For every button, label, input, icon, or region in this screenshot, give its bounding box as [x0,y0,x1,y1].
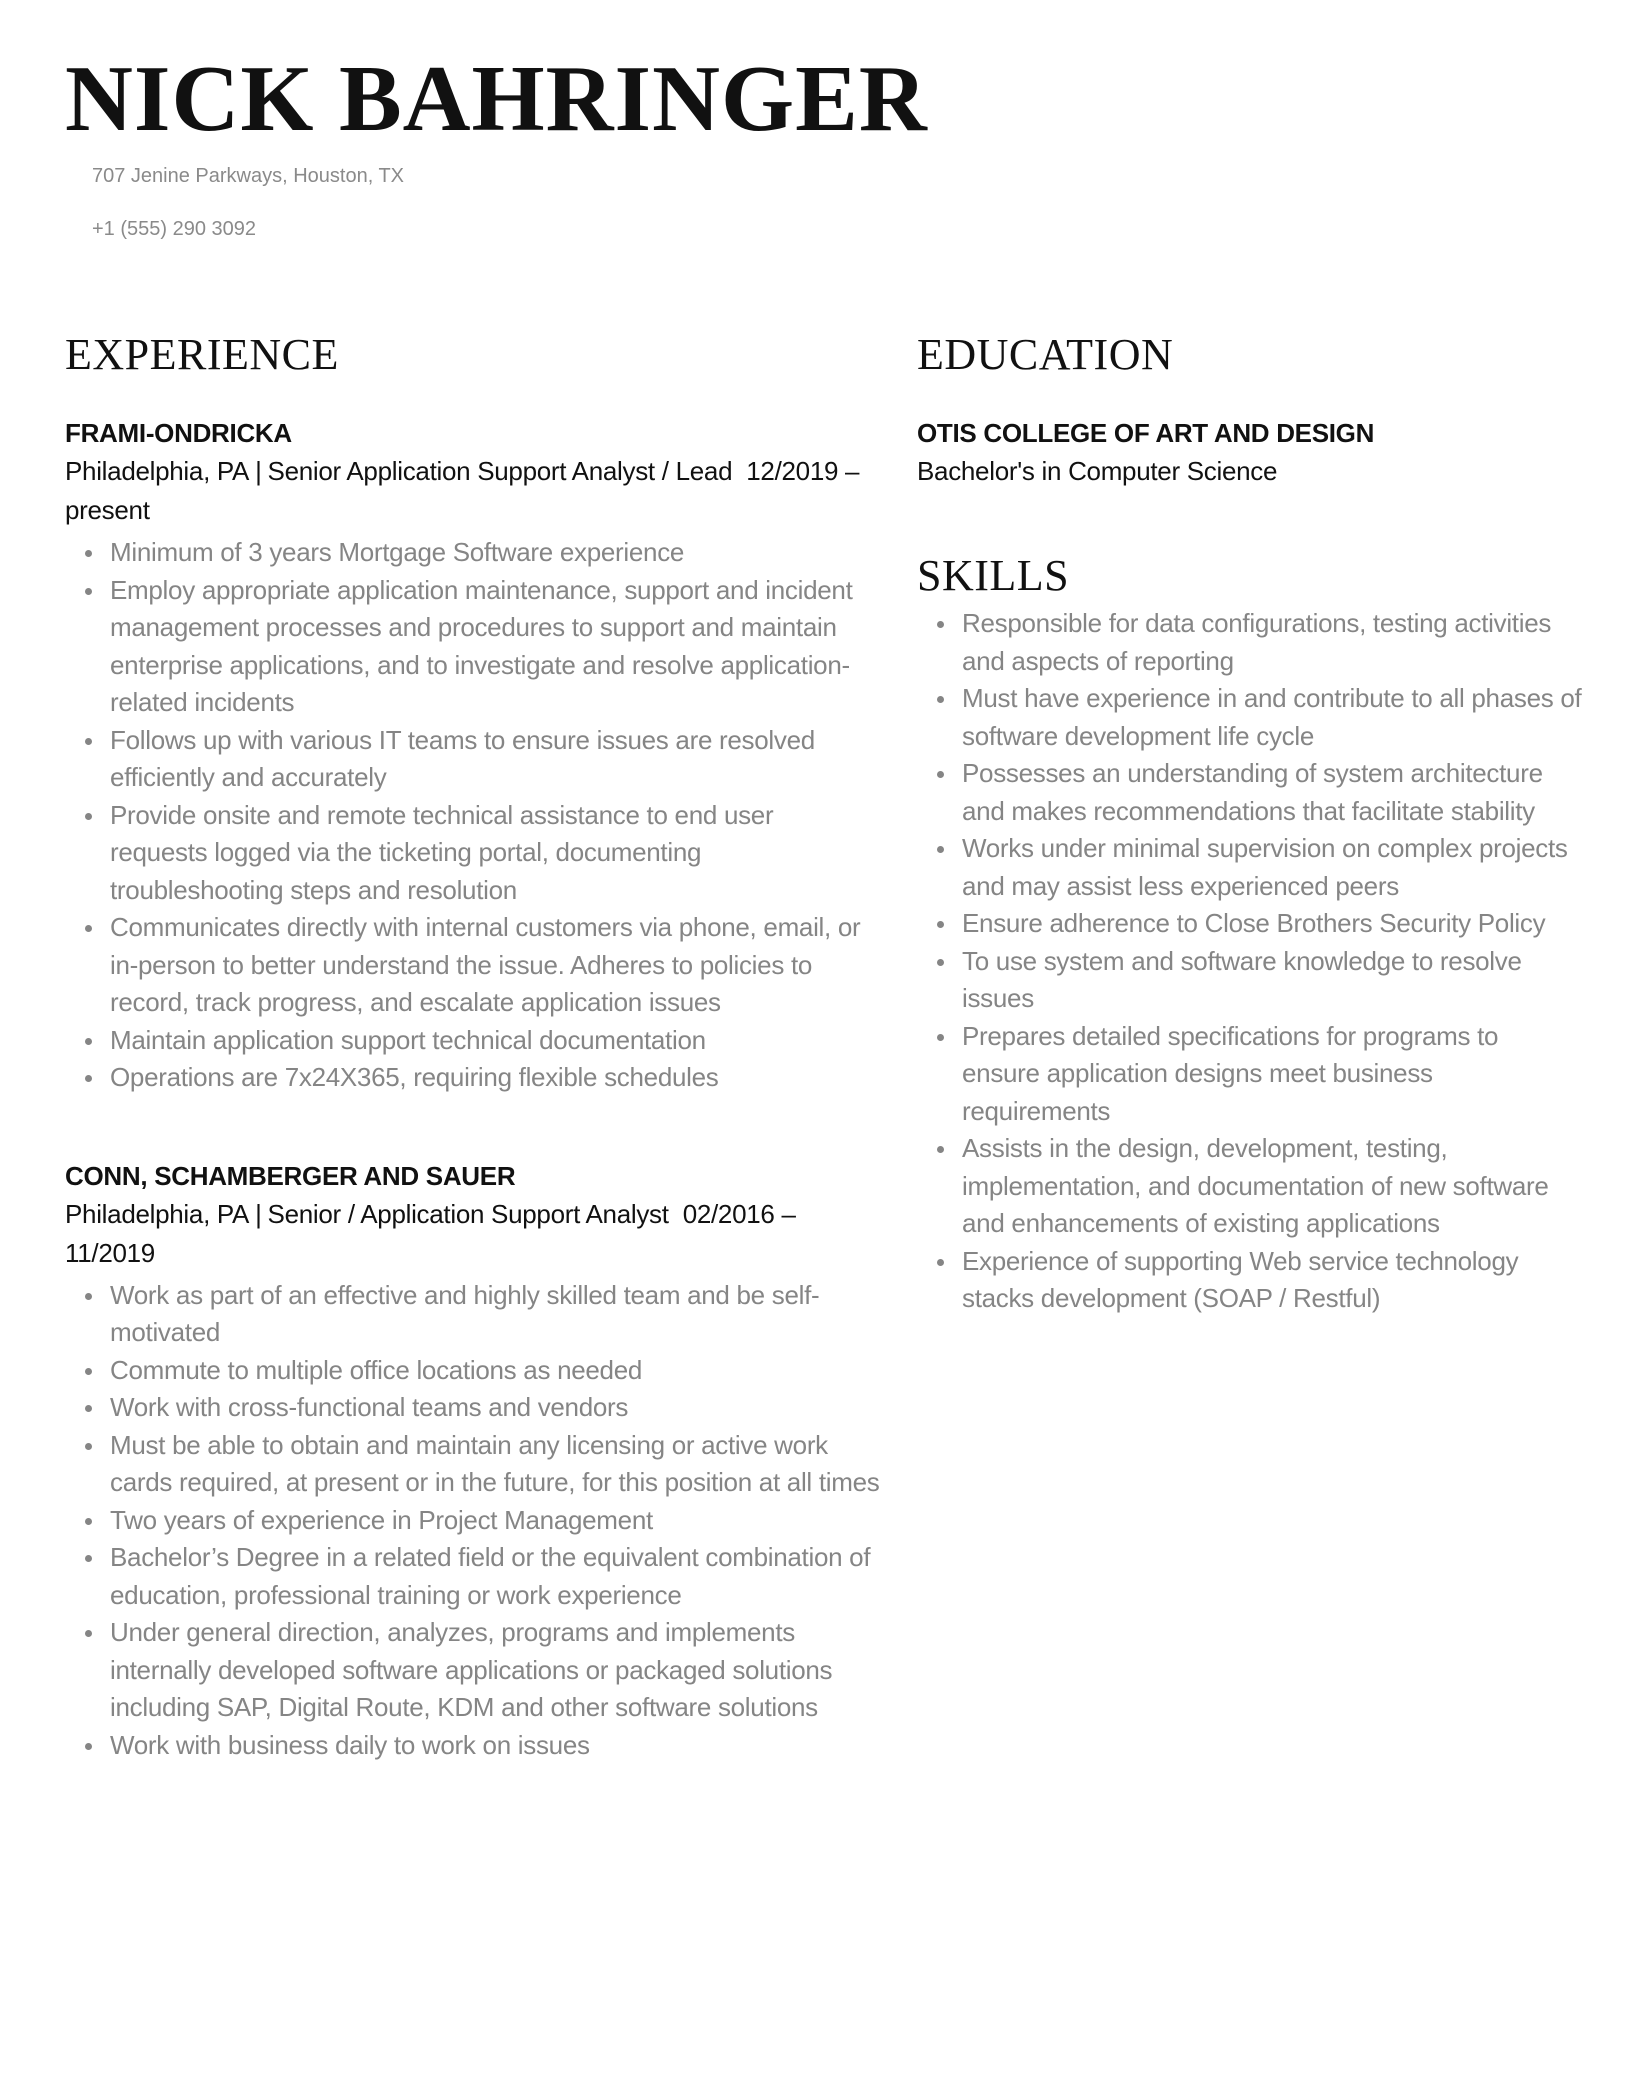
experience-heading: EXPERIENCE [65,330,339,379]
skill-item: Possesses an understanding of system architecture and makes recommendations that facilitate stability [962,755,1582,830]
skills-heading: SKILLS [917,551,1070,600]
job-bullet: Minimum of 3 years Mortgage Software experience [110,534,870,572]
job-title: Senior / Application Support Analyst [267,1198,669,1229]
separator: | [255,1198,262,1229]
job-bullet: Bachelor’s Degree in a related field or the equivalent combination of education, professional training or work experience [110,1539,880,1614]
phone-number: +1 (555) 290 3092 [92,218,257,240]
address: 707 Jenine Parkways, Houston, TX [92,165,405,187]
job-company: CONN, SCHAMBERGER AND SAUER [65,1160,516,1191]
job-company: FRAMI-ONDRICKA [65,418,292,448]
separator: | [255,456,262,486]
job-bullet: Commute to multiple office locations as needed [110,1352,880,1390]
skills-list [917,605,1582,1318]
skill-item: Must have experience in and contribute to all phases of software development life cycle [962,680,1582,755]
job-bullet: Under general direction, analyzes, programs and implements internally developed software applications or packaged solutions including SAP, Digital Route, KDM and other software solutions [110,1614,880,1727]
job-location: Philadelphia, PA [65,456,250,486]
job-bullet: Communicates directly with internal customers via phone, email, or in-person to better understand the issue. Adheres to policies to record, track progress, and escalate application issues [110,909,870,1022]
job-bullet: Provide onsite and remote technical assistance to end user requests logged via the ticketing portal, documenting troubleshooting steps and resolution [110,797,870,910]
job-entry [65,414,865,1097]
job-bullet: Maintain application support technical documentation [110,1022,870,1060]
skill-item: Works under minimal supervision on complex projects and may assist less experienced peers [962,830,1582,905]
job-dates: 02/2016 – 11/2019 [65,1198,796,1268]
experience-section [65,330,880,1764]
job-bullet: Work as part of an effective and highly skilled team and be self-motivated [110,1277,880,1352]
school-name: OTIS COLLEGE OF ART AND DESIGN [917,418,1375,448]
job-bullets [65,1277,880,1765]
job-bullet: Work with cross-functional teams and vendors [110,1389,880,1427]
education-heading: EDUCATION [917,330,1174,379]
job-bullet: Follows up with various IT teams to ensure issues are resolved efficiently and accurately [110,722,870,797]
job-bullet: Operations are 7x24X365, requiring flexible schedules [110,1059,870,1097]
job-bullet: Two years of experience in Project Management [110,1502,880,1540]
education-entry [917,414,1577,491]
candidate-name: NICK BAHRINGER [65,47,928,151]
job-bullet: Employ appropriate application maintenance, support and incident management processes and procedures to support and maintain enterprise applications, and to investigate and resolve application-related incidents [110,572,870,722]
skill-item: Assists in the design, development, testing, implementation, and documentation of new software and enhancements of existing applications [962,1130,1582,1243]
skill-item: Experience of supporting Web service technology stacks development (SOAP / Restful) [962,1243,1582,1318]
skill-item: Ensure adherence to Close Brothers Security Policy [962,905,1582,943]
job-details [65,452,865,530]
skill-item: Responsible for data configurations, testing activities and aspects of reporting [962,605,1582,680]
job-location: Philadelphia, PA [65,1198,250,1229]
skill-item: To use system and software knowledge to resolve issues [962,943,1582,1018]
skill-item: Prepares detailed specifications for programs to ensure application designs meet business requirements [962,1018,1582,1131]
job-dates: 12/2019 – present [65,456,860,525]
job-entry [65,1157,880,1765]
right-column [917,330,1582,1318]
job-bullet: Work with business daily to work on issues [110,1727,880,1765]
job-bullets [65,534,870,1097]
job-title: Senior Application Support Analyst / Lead [267,456,733,486]
job-bullet: Must be able to obtain and maintain any licensing or active work cards required, at present or in the future, for this position at all times [110,1427,880,1502]
job-details [65,1195,885,1273]
degree: Bachelor's in Computer Science [917,456,1278,486]
